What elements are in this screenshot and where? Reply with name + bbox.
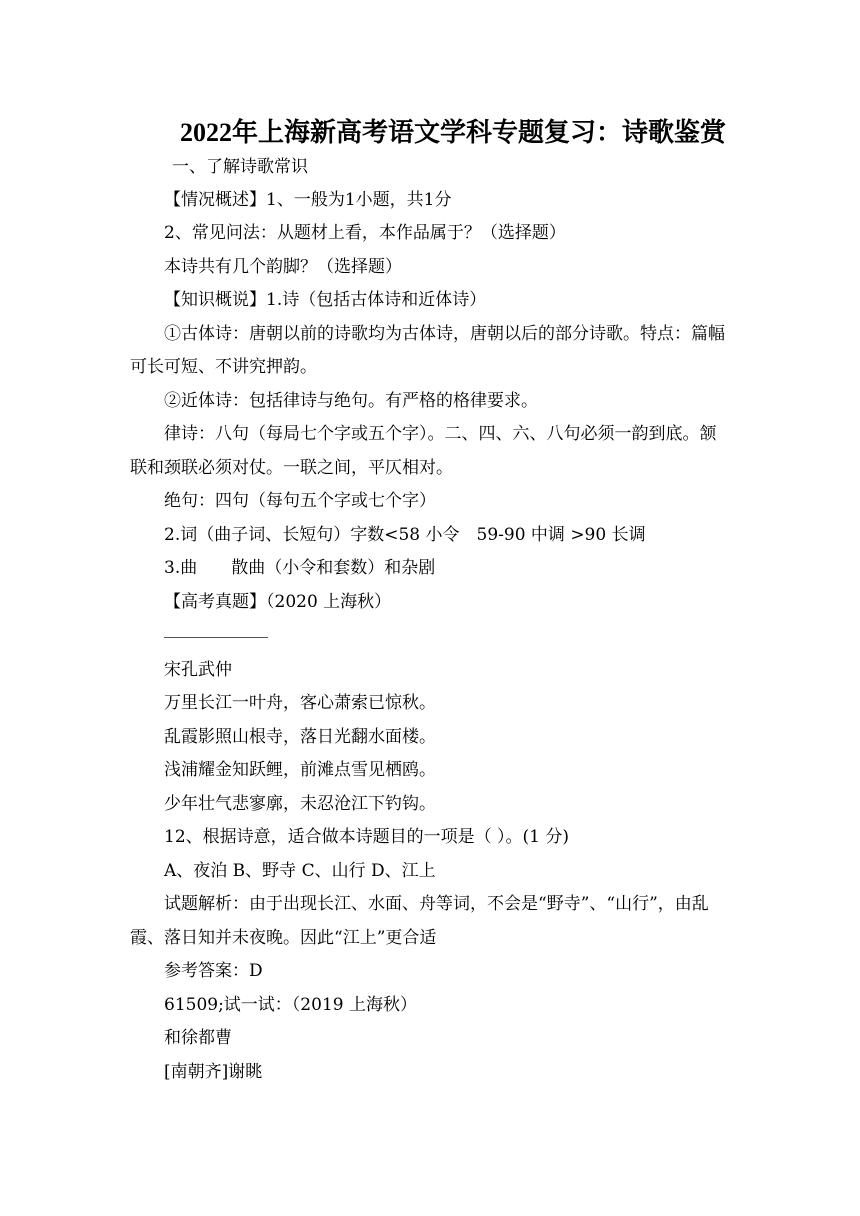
paragraph-line: 霞、落日知并未夜晚。因此“江上”更合适 xyxy=(130,928,437,948)
poem-line: 浅浦耀金知跃鲤，前滩点雪见栖鸥。 xyxy=(164,760,436,780)
answer-options: A、夜泊 B、野寺 C、山行 D、江上 xyxy=(164,861,436,881)
poem-line: 万里长江一叶舟，客心萧索已惊秋。 xyxy=(164,693,436,713)
paragraph-line: ①古体诗：唐朝以前的诗歌均为古体诗，唐朝以后的部分诗歌。特点：篇幅 xyxy=(164,324,725,344)
paragraph-line: 【知识概说】1.诗（包括古体诗和近体诗） xyxy=(164,290,487,310)
poem-title: 和徐都曹 xyxy=(164,1028,232,1048)
paragraph-line: ②近体诗：包括律诗与绝句。有严格的格律要求。 xyxy=(164,391,538,411)
paragraph-line: 联和颈联必须对仗。一联之间，平仄相对。 xyxy=(130,458,453,478)
paragraph-line: 可长可短、不讲究押韵。 xyxy=(130,357,317,377)
paragraph-line: 2、常见问法：从题材上看，本作品属于？（选择题） xyxy=(164,223,566,243)
section-heading: 一、了解诗歌常识 xyxy=(172,157,308,177)
document-title: 2022年上海新高考语文学科专题复习：诗歌鉴赏 xyxy=(180,118,727,147)
paragraph-line: 【高考真题】（2020 上海秋） xyxy=(164,592,392,612)
question: 12、根据诗意，适合做本诗题目的一项是（ ）。(1 分) xyxy=(164,827,570,847)
paragraph-line: 绝句：四句（每句五个字或七个字） xyxy=(164,491,436,511)
poem-author: [南朝齐]谢眺 xyxy=(164,1062,263,1082)
paragraph-line: 律诗：八句（每局七个字或五个字）。二、四、六、八句必须一韵到底。颔 xyxy=(164,424,717,444)
poem-line: 乱霞影照山根寺，落日光翻水面楼。 xyxy=(164,727,436,747)
poem-line: 少年壮气悲寥廓，未忍沧江下钓钩。 xyxy=(164,794,436,814)
poem-author: 宋孔武仲 xyxy=(164,660,232,680)
reference-answer: 参考答案：D xyxy=(164,961,263,981)
paragraph-line: 【情况概述】1、一般为1小题，共1分 xyxy=(164,190,452,210)
paragraph-line: 61509;试一试：（2019 上海秋） xyxy=(164,995,417,1015)
title-blank-line xyxy=(164,637,268,638)
paragraph-line: 本诗共有几个韵脚？（选择题） xyxy=(164,257,402,277)
paragraph-line: 3.曲 散曲（小令和套数）和杂剧 xyxy=(164,558,436,578)
paragraph-line: 试题解析：由于出现长江、水面、舟等词，不会是“野寺”、“山行”，由乱 xyxy=(164,894,709,914)
paragraph-line: 2.词（曲子词、长短句）字数<58 小令 59-90 中调 >90 长调 xyxy=(164,525,646,545)
